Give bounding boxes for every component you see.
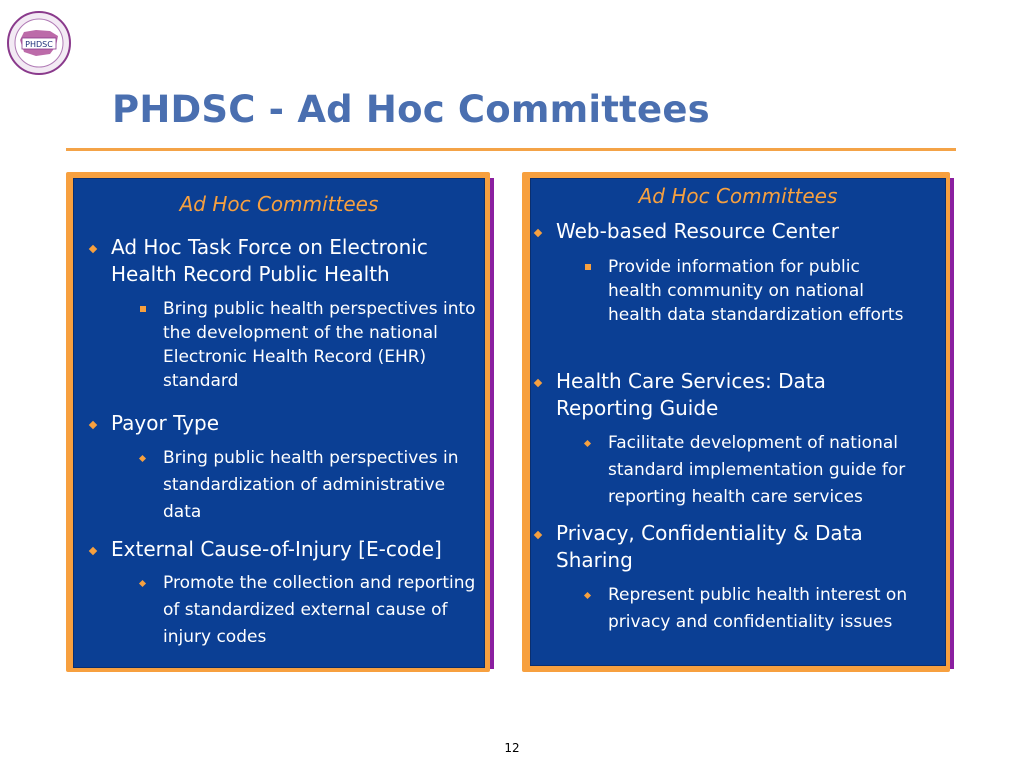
sub-list-item-text: Promote the collection and reporting of standardized external cause of injury codes	[163, 573, 476, 647]
list-item-text: Health Care Services: Data Reporting Guide	[556, 369, 826, 420]
sub-list-item-text: Represent public health interest on privacy and confidentiality issues	[608, 585, 908, 632]
diamond-bullet-icon	[584, 592, 591, 599]
sub-list-item-text: Bring public health perspectives in standardization of administrative data	[163, 448, 459, 522]
diamond-bullet-icon	[534, 229, 542, 237]
diamond-bullet-icon	[89, 421, 97, 429]
left-panel-body	[73, 178, 485, 668]
sub-list-item-text: Facilitate development of national standard implementation guide for reporting health care services	[608, 433, 906, 507]
list-item-text: External Cause-of-Injury [E-code]	[111, 537, 442, 561]
list-item-text: Web-based Resource Center	[556, 219, 839, 243]
right-panel-body	[530, 178, 946, 666]
logo-text: PHDSC	[25, 40, 53, 49]
square-bullet-icon	[585, 264, 591, 270]
list-item-text: Payor Type	[111, 411, 220, 435]
phdsc-logo	[6, 10, 72, 76]
slide-title: PHDSC - Ad Hoc Committees	[112, 88, 710, 131]
diamond-bullet-icon	[584, 440, 591, 447]
sub-list-item-text: Bring public health perspectives into the development of the national Electronic Health Record (EHR) standard	[163, 299, 476, 391]
list-item-text: Ad Hoc Task Force on Electronic Health Record Public Health	[111, 235, 428, 286]
square-bullet-icon	[140, 306, 146, 312]
right-panel-heading: Ad Hoc Committees	[638, 184, 838, 208]
diamond-bullet-icon	[534, 531, 542, 539]
left-panel-heading: Ad Hoc Committees	[179, 192, 379, 216]
page-number: 12	[504, 741, 520, 755]
diamond-bullet-icon	[139, 455, 146, 462]
diamond-bullet-icon	[89, 547, 97, 555]
diamond-bullet-icon	[534, 379, 542, 387]
sub-list-item-text: Provide information for public health community on national health data standardization efforts	[608, 257, 904, 325]
title-divider	[66, 148, 956, 151]
diamond-bullet-icon	[139, 580, 146, 587]
diamond-bullet-icon	[89, 245, 97, 253]
list-item-text: Privacy, Confidentiality & Data Sharing	[556, 521, 863, 572]
